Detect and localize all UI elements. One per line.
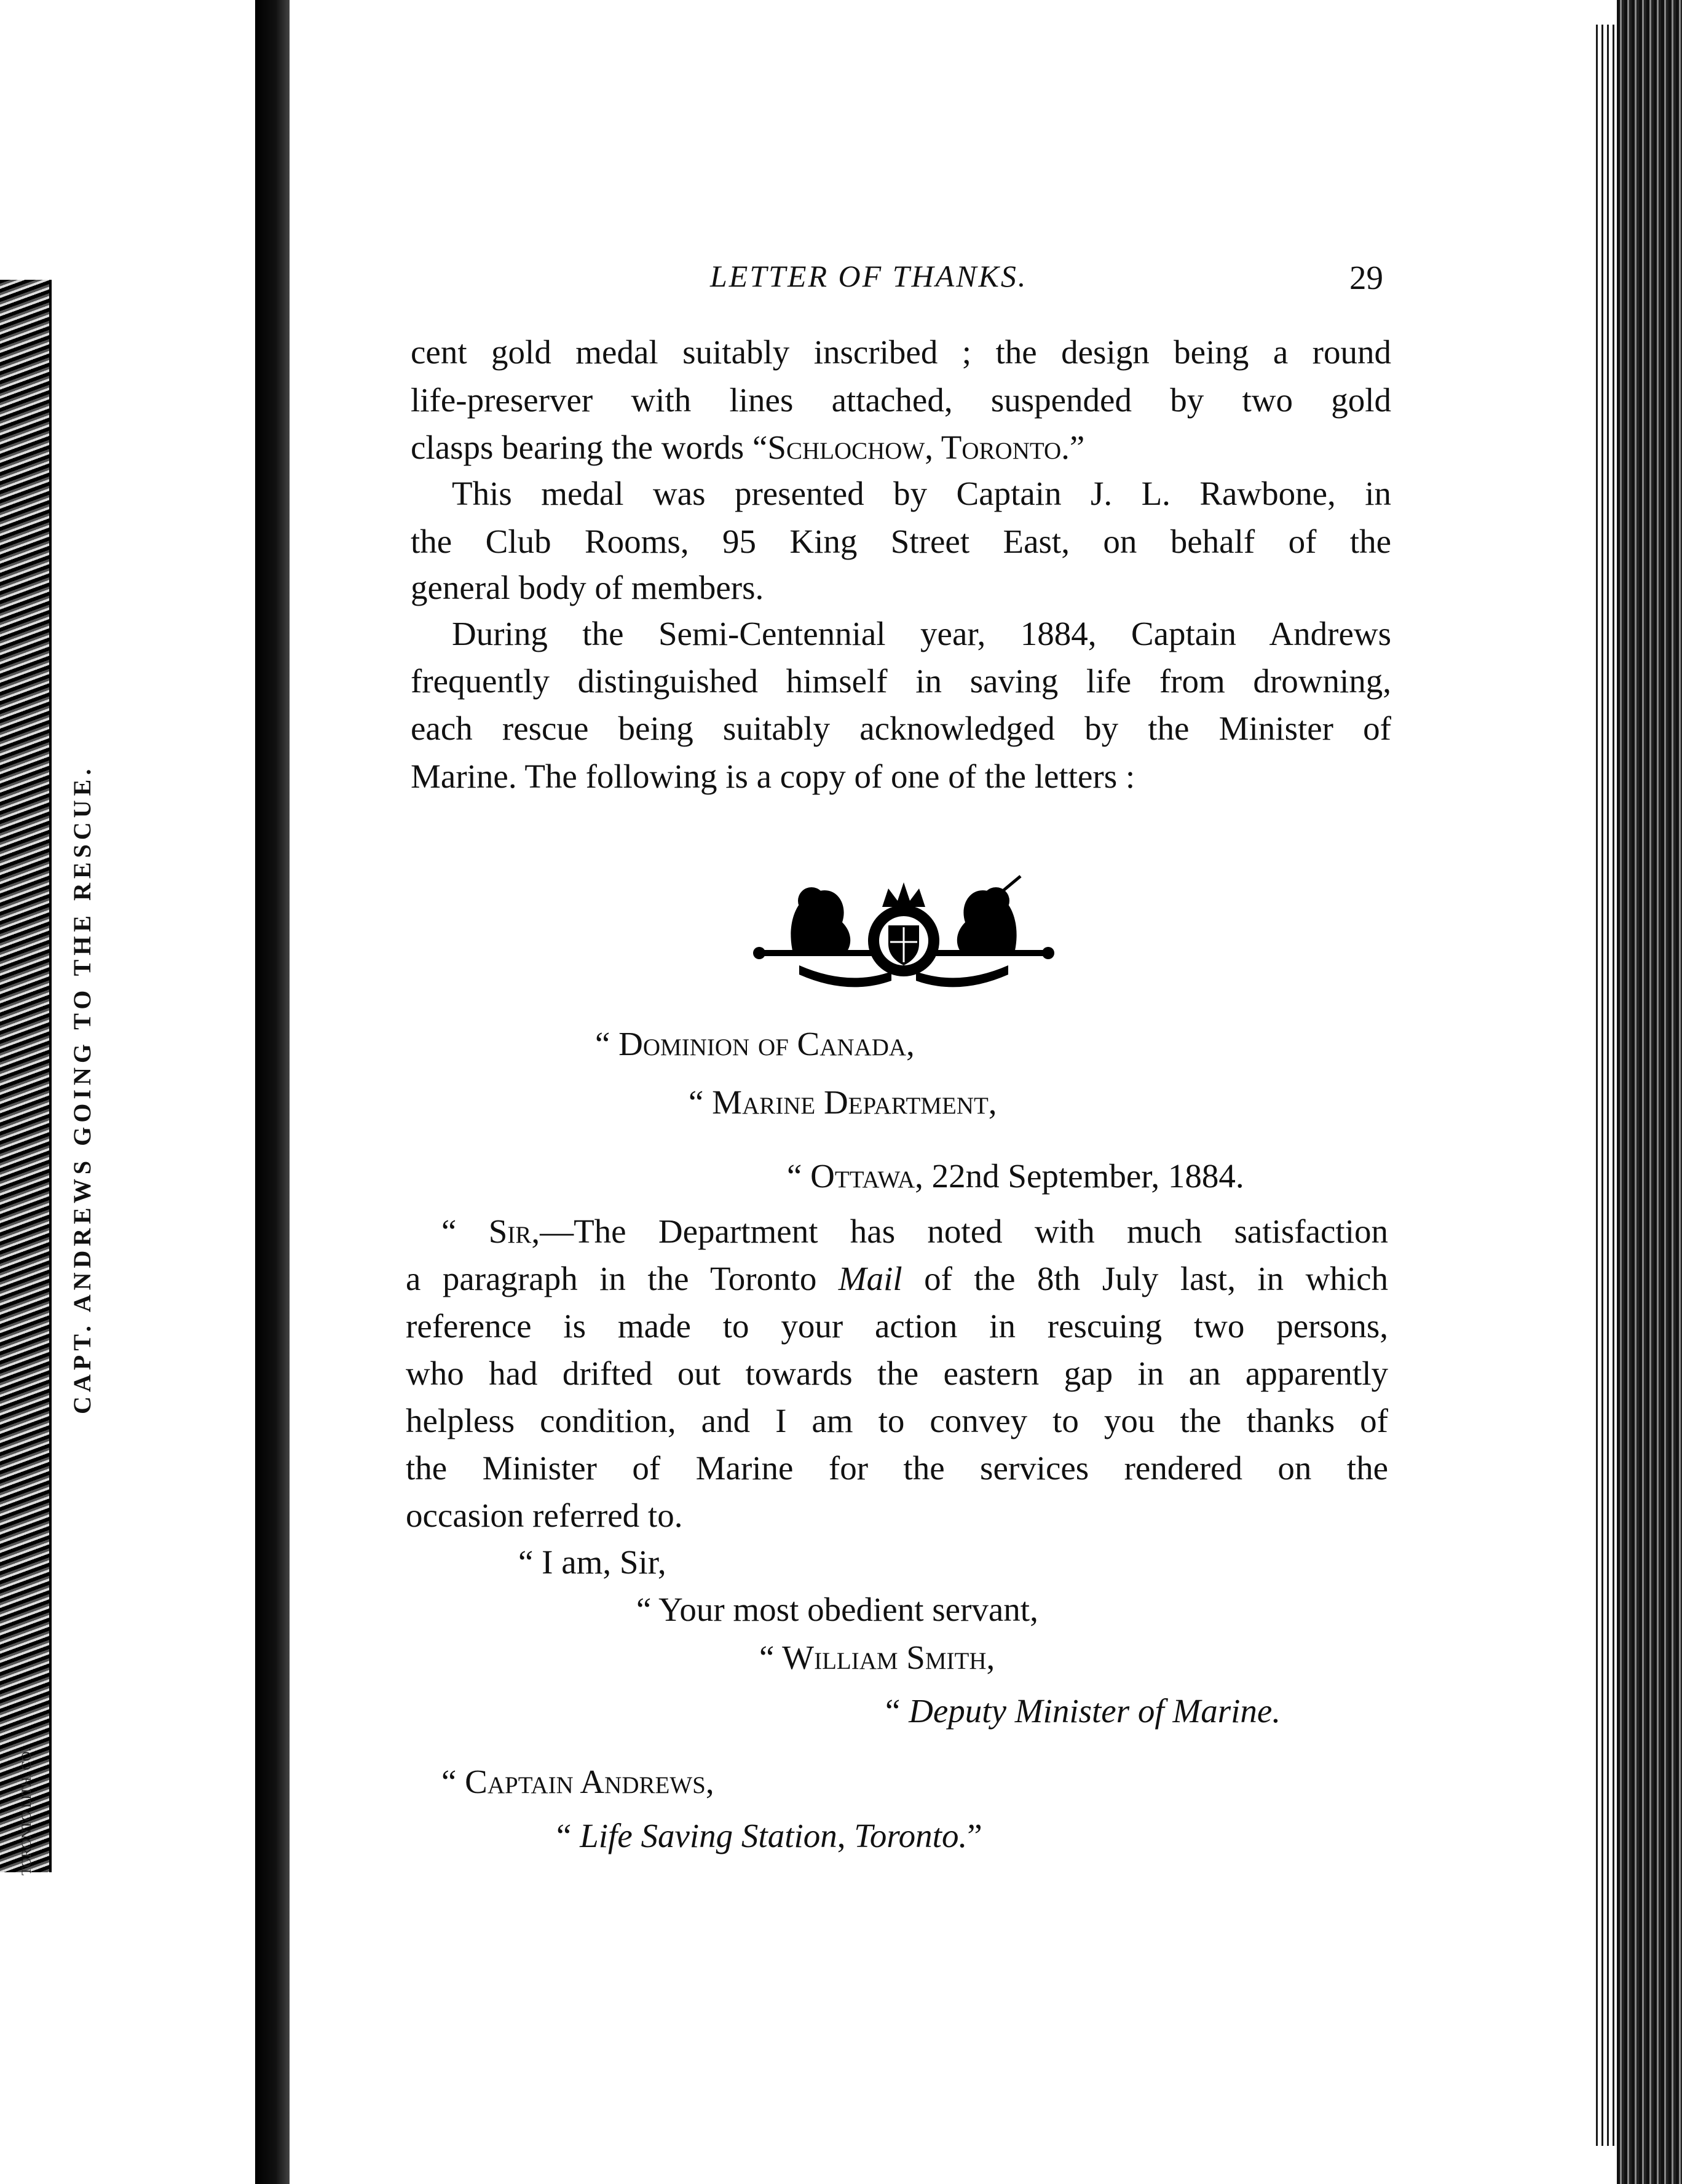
body-line: each rescue being suitably acknowledged by the Minister of (411, 710, 1391, 747)
letter-heading-department: “ Marine Department, (689, 1083, 997, 1121)
plate-caption: CAPT. ANDREWS GOING TO THE RESCUE. (68, 764, 96, 1414)
letter-line: a paragraph in the Toronto Mail of the 8th July last, in which (406, 1260, 1388, 1297)
letter-closing: “ Your most obedient servant, (636, 1591, 1038, 1628)
letter-address: “ Life Saving Station, Toronto.” (556, 1817, 982, 1854)
letter-heading-dominion: “ Dominion of Canada, (595, 1025, 915, 1062)
royal-coat-of-arms-icon (750, 873, 1057, 996)
body-line: During the Semi-Centennial year, 1884, Captain Andrews (452, 615, 1391, 652)
letter-line: helpless condition, and I am to convey to you the thanks of (406, 1402, 1388, 1439)
letter-line: “ Sir,—The Department has noted with much satisfaction (441, 1213, 1388, 1250)
letter-closing: “ I am, Sir, (518, 1543, 666, 1581)
letter-signature: “ William Smith, (759, 1639, 995, 1676)
body-line: general body of members. (411, 569, 764, 606)
body-line: life-preserver with lines attached, suspended by two gold (411, 381, 1391, 419)
plate-imprint: TORONTO LITH. CO. (18, 1748, 34, 1875)
page-number: 29 (1349, 259, 1383, 296)
book-fore-edge (1617, 0, 1682, 2184)
letter-dateline: “ Ottawa, 22nd September, 1884. (787, 1157, 1244, 1195)
engraving-plate (0, 280, 49, 1872)
body-line: frequently distinguished himself in saving life from drowning, (411, 662, 1391, 700)
page-edges (1592, 25, 1617, 2146)
book-gutter (255, 0, 290, 2184)
body-line: Marine. The following is a copy of one of the letters : (411, 758, 1135, 795)
letter-line: occasion referred to. (406, 1497, 683, 1534)
body-line: the Club Rooms, 95 King Street East, on behalf of the (411, 523, 1391, 560)
body-line: This medal was presented by Captain J. L. Rawbone, in (452, 475, 1391, 512)
letter-signatory-title: “ Deputy Minister of Marine. (885, 1692, 1281, 1730)
running-head: LETTER OF THANKS. (710, 259, 1028, 293)
plate-border (49, 280, 52, 1872)
letter-line: the Minister of Marine for the services rendered on the (406, 1449, 1388, 1487)
letter-line: who had drifted out towards the eastern gap in an apparently (406, 1355, 1388, 1392)
body-line: cent gold medal suitably inscribed ; the design being a round (411, 333, 1391, 371)
letter-line: reference is made to your action in rescuing two persons, (406, 1307, 1388, 1345)
body-line: clasps bearing the words “Schlochow, Toronto.” (411, 429, 1085, 466)
letter-addressee: “ Captain Andrews, (441, 1763, 714, 1800)
